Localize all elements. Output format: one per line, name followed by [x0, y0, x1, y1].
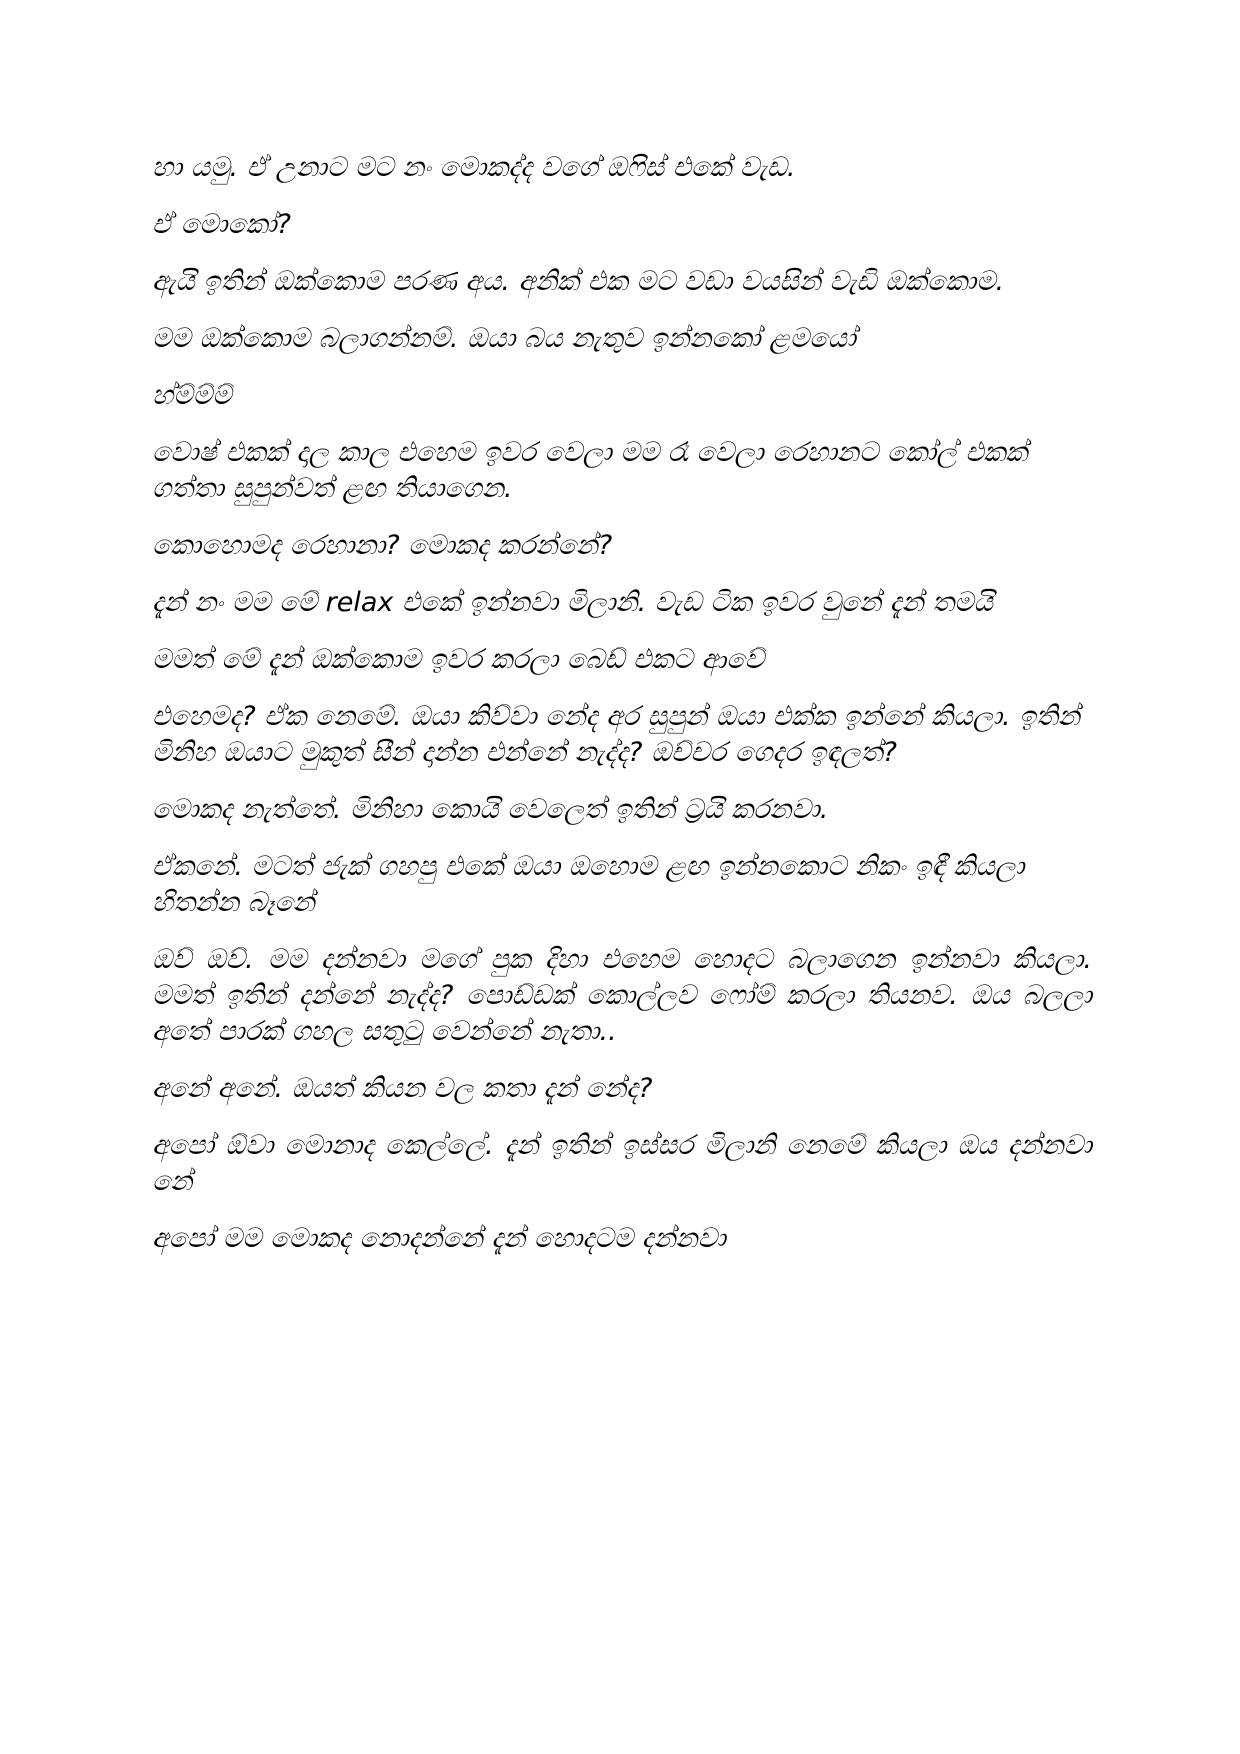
paragraph: අනේ අනේ. ඔයත් කියන වල කතා දැන් නේද? [152, 1073, 653, 1104]
paragraph: අපෝ මම මොකද නොදන්නේ දැන් හොදටම දන්නවා [152, 1223, 726, 1254]
paragraph: මම ඔක්කොම බලාගන්නම්. ඔයා බය නැතුව ඉන්නකෝ ළමයෝ [152, 323, 856, 354]
paragraph: ඒකනේ. මටත් ජැක් ගහපු එකේ ඔයා ඔහොම ළඟ ඉන්නකොට නිකං ඉඳී කියලා හිතන්න බෑනේ [152, 851, 1025, 918]
paragraph: ඒ මොකෝ? [152, 209, 291, 240]
paragraph: ඔව් ඔව්. මම දන්නවා මගේ පුක දිහා එහෙම හොදට බලාගෙන ඉන්නවා කියලා. මමත් ඉතින් දන්නේ නැද්ද? පොඩ්ඩක් කොල්ලව ෆෝම් කරලා තියනව. ඔය බලලා අතේ පාරක් ගහල සතුටු වෙන්නේ නැතා.. [152, 944, 1092, 1047]
paragraph: කොහොමද රෙහානා? මොකද කරන්නේ? [152, 530, 613, 561]
paragraph: දැන් නං මම මේ relax එකේ ඉන්නවා මිලානි. වැඩ ටික ඉවර වුනේ දැන් තමයි [152, 587, 993, 618]
paragraph: මොකද නැත්තේ. මිනිහා කොයි වෙලෙත් ඉතින් ට්‍රයි කරනවා. [152, 794, 829, 825]
paragraph: එහෙමද? ඒක නෙමේ. ඔයා කිව්වා නේද අර සුපුන් ඔයා එක්ක ඉන්නේ කියලා. ඉතින් මිනිහ ඔයාට මුකුත් සීන් දාන්න එන්නේ නැද්ද? ඔච්චර ගෙදර ඉඳලත්? [152, 701, 1080, 768]
paragraph: මමත් මේ දැන් ඔක්කොම ඉවර කරලා බෙඩ් එකට ආවේ [152, 644, 765, 675]
paragraph: වොෂ් එකක් දාල කාල එහෙම ඉවර වෙලා මම රෑ වෙලා රෙහානට කෝල් එකක් ගත්තා සුපුන්වත් ළඟ තියාගෙන. [152, 437, 1028, 504]
paragraph: අපෝ ඕවා මොනාද කෙල්ලේ. දැන් ඉතින් ඉස්සර මිලානි නෙමේ කියලා ඔය දන්නවා නේ [152, 1130, 1092, 1197]
paragraph: හා යමු. ඒ උනාට මට නං මොකද්ද වගේ ඔෆිස් එකේ වැඩ. [152, 152, 796, 183]
paragraph: ඇයි ඉතින් ඔක්කොම පරණ අය. අනික් එක මට වඩා වයසින් වැඩි ඔක්කොම. [152, 266, 1005, 297]
paragraph: හ්ම්ම්ම් [152, 380, 232, 411]
document-body [152, 150, 1092, 1278]
